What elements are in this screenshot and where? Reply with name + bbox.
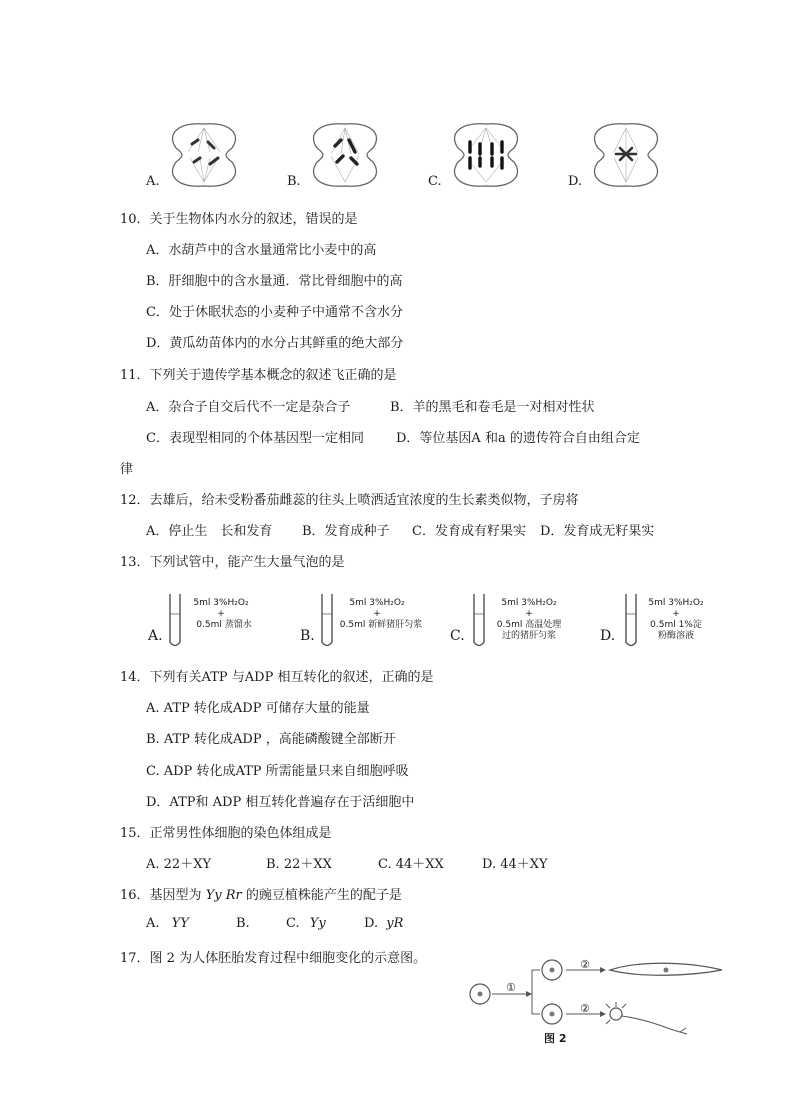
q16-option-c [286,916,326,931]
q16-option-b [236,916,250,931]
q11-option-b: B．羊的黑毛和卷毛是一对相对性状 [390,400,595,415]
figure-label-d: D. [568,174,583,189]
tube-d-bottom: 0.5ml 1%淀 [650,620,702,630]
cell-differentiation-diagram [460,956,730,1036]
q15-stem: 15．正常男性体细胞的染色体组成是 [120,826,332,841]
tube-label-a: A. [148,628,163,644]
tube-label-d: D. [600,628,616,644]
test-tube-d [624,592,638,650]
q10-stem: 10．关于生物体内水分的叙述，错误的是 [120,212,358,227]
q15-option-d: D. 44＋XY [482,857,548,872]
tube-label-c: C. [450,628,465,644]
q14-option-c: C. ADP 转化成ATP 所需能量只来自细胞呼吸 [146,764,409,779]
q16-option-c-letter: C. [286,916,300,931]
q12-option-a: A．停止生 长和发育 [146,524,273,539]
tube-c-plus: + [525,609,533,619]
q15-option-c: C. 44＋XX [378,857,444,872]
q14-option-d: D．ATP和 ADP 相互转化普遍存在于活细胞中 [146,795,415,810]
q14-stem: 14．下列有关ATP 与ADP 相互转化的叙述，正确的是 [120,670,434,685]
q16-option-d [364,916,403,931]
tube-d-plus: + [672,609,680,619]
q14-option-b: B. ATP 转化成ADP ，高能磷酸键全部断开 [146,732,396,747]
cell-figure-a [164,118,244,190]
test-tube-b [320,592,334,650]
tube-label-b: B. [300,628,315,644]
q16-option-c-value: Yy [309,916,326,931]
figure-label-c: C. [428,174,442,189]
figure-2-step-2-top: ② [580,958,590,971]
q10-option-d: D．黄瓜幼苗体内的水分占其鲜重的绝大部分 [146,336,404,351]
figure-2-step-1: ① [506,981,516,994]
q12-option-d: D．发育成无籽果实 [540,524,655,539]
q16-option-a [146,916,189,931]
tube-b-plus: + [373,609,381,619]
tube-c-bottom: 0.5ml 高温处理 [496,620,562,630]
figure-label-a: A. [146,174,160,189]
cell-figure-b [305,118,385,190]
q10-option-b: B．肝细胞中的含水量通．常比骨细胞中的高 [146,274,403,289]
q11-option-c: C．表现型相同的个体基因型一定相同 [146,431,364,446]
q11-option-a: A．杂合子自交后代不一定是杂合子 [146,400,351,415]
tube-a-top: 5ml 3%H₂O₂ [193,598,249,608]
q12-option-b: B．发育成种子 [302,524,390,539]
figure-2-caption: 图 2 [544,1032,567,1045]
q16-stem-prefix: 16．基因型为 [120,888,206,903]
q16-option-d-value: yR [386,916,404,931]
tube-a-plus: + [217,609,225,619]
tube-c-bottom2: 过的猪肝匀浆 [501,631,556,641]
q16-option-d-letter: D. [364,916,379,931]
q16-option-a-letter: A. [146,916,160,931]
figure-label-b: B. [287,174,301,189]
q11-option-d: D．等位基因A 和a 的遗传符合自由组合定 [396,431,640,446]
q16-genotype: Yy Rr [205,888,242,903]
q13-stem: 13．下列试管中，能产生大量气泡的是 [120,555,345,570]
q10-option-a: A．水葫芦中的含水量通常比小麦中的高 [146,243,377,258]
test-tube-c [472,592,486,650]
q16-option-a-value: YY [171,916,189,931]
tube-b-bottom: 0.5ml 新鲜猪肝匀浆 [339,620,423,630]
q11-stem: 11．下列关于遗传学基本概念的叙述飞正确的是 [120,368,397,383]
q11-option-d-continued: 律 [120,462,134,477]
q12-option-c: C．发育成有籽果实 [412,524,526,539]
cell-figure-d [586,118,666,190]
tube-c-top: 5ml 3%H₂O₂ [501,598,557,608]
tube-b-top: 5ml 3%H₂O₂ [349,598,405,608]
tube-a-bottom: 0.5ml 蒸馏水 [196,620,252,630]
cell-figure-c [446,118,526,190]
q15-option-b: B. 22＋XX [266,857,332,872]
q10-option-c: C．处于休眠状态的小麦种子中通常不含水分 [146,305,403,320]
q16-stem [120,884,402,903]
test-tube-a [168,592,182,650]
q14-option-a: A. ATP 转化成ADP 可储存大量的能量 [146,701,370,716]
q16-stem-suffix: 的豌豆植株能产生的配子是 [241,888,402,903]
q16-option-b-letter: B. [236,916,250,931]
tube-d-bottom2: 粉酶溶液 [657,631,694,641]
q15-option-a: A. 22＋XY [146,857,212,872]
q17-stem: 17．图 2 为人体胚胎发育过程中细胞变化的示意图。 [120,951,427,966]
tube-d-top: 5ml 3%H₂O₂ [648,598,704,608]
figure-2-step-2-bottom: ② [580,1002,590,1015]
q12-stem: 12．去雄后，给未受粉番茄雌蕊的往头上喷洒适宜浓度的生长素类似物，子房将 [120,493,579,508]
